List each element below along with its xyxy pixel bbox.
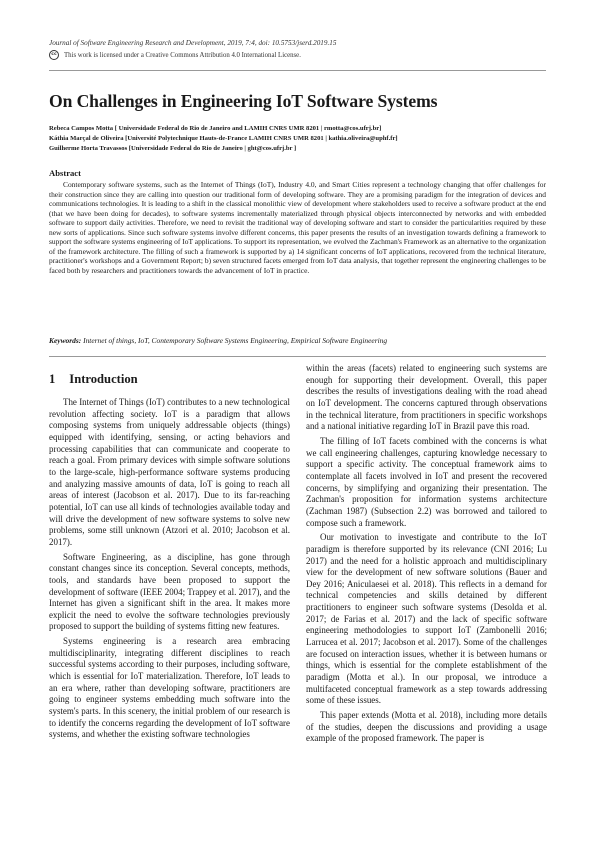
body-paragraph: The filling of IoT facets combined with the concerns is what we call engineering challenges, capturing knowledge necessary to support a specific activity. The conceptual framework aims to contemplate all facets involved in IoT and present the recovered concerns, by simplifying and organizing their presentation. The Zachman's proposition for information systems architecture (Zachman 1987) (Subsection 2.2) was borrowed and tailored to compose such a framework. bbox=[306, 435, 547, 528]
right-column bbox=[306, 363, 547, 748]
section-number: 1 bbox=[49, 372, 56, 386]
keywords-label: Keywords: bbox=[49, 336, 82, 345]
body-paragraph: Our motivation to investigate and contribute to the IoT paradigm is therefore supported by its relevance (CNI 2016; Lu 2017) and the need for a holistic approach and multidisciplinary view for the development of new software solutions (Bauer and Dey 2016; Aniculaesei et al. 2018). This reflects in a demand for technical competencies and skills detained by different practitioners to engineer such software systems (Desolda et al. 2017; de Farias et al. 2017) and the lack of specific software engineering methodologies to support IoT (Zambonelli 2016; Larrucea et al. 2017; Jacobson et al. 2017). Some of the challenges are focused on interaction issues, whether it is between humans or things, which is essential for the complete establishment of the paradigm (Motta et al.). In our proposal, we introduce a multifaceted conceptual framework as a step towards addressing some of these issues. bbox=[306, 532, 547, 706]
author-line: Rebeca Campos Motta [ Universidade Federal do Rio de Janeiro and LAMIH CNRS UMR 8201 | rmotta@cos.ufrj.br] bbox=[49, 125, 382, 132]
keywords-line bbox=[49, 336, 546, 345]
author-line: Guilherme Horta Travassos [Universidade Federal do Rio de Janeiro | ght@cos.ufrj.br ] bbox=[49, 145, 297, 153]
keywords-text: Internet of things, IoT, Contemporary Software Systems Engineering, Empirical Software Engineering bbox=[83, 336, 388, 345]
body-paragraph: This paper extends (Motta et al. 2018), including more details of the studies, deepen the discussions and providing a usage example of the proposed framework. The paper is bbox=[306, 710, 547, 744]
abstract-divider bbox=[49, 356, 546, 357]
journal-citation: Journal of Software Engineering Research and Development, 2019, 7:4, doi: 10.5753/jserd.2019.15 bbox=[49, 39, 337, 47]
license-line bbox=[49, 50, 549, 60]
paper-title: On Challenges in Engineering IoT Software Systems bbox=[49, 91, 438, 111]
body-paragraph: Systems engineering is a research area embracing multidisciplinarity, integrating different disciplines to reach successful systems according to their purposes, including software, which is essential for IoT materialization. Therefore, IoT leads to an era where, rather than developing software, practitioners are going to engineer systems embedding much software into the system's parts. In this scenery, the initial problem of our research is to identify the concerns regarding the development of IoT software systems, and whether the existing software technologies bbox=[49, 636, 290, 740]
left-column bbox=[49, 397, 290, 744]
license-text[interactable]: This work is licensed under a Creative Commons Attribution 4.0 International License. bbox=[64, 51, 301, 59]
body-paragraph: The Internet of Things (IoT) contributes to a new technological revolution affecting society. IoT is a paradigm that allows composing systems from uniquely addressable objects (things) equipped with identifying, sensing, or acting behaviors and processing capabilities that can communicate and cooperate to reach a goal. From primary devices with simple software solutions to the large-scale, high-performance software systems producing and analyzing massive amounts of data, IoT is going to reach all areas of interest (Jacobson et al. 2017). Due to its far-reaching potential, IoT can use all kinds of technologies available today and will drive the development of new software systems to solve new problems, some still unknown (Atzori et al. 2010; Jacobson et al. 2017). bbox=[49, 397, 290, 547]
body-paragraph: within the areas (facets) related to engineering such systems are enough for supporting their development. Overall, this paper describes the results of investigations dealing with the road ahead on IoT development. The concerns captured through observations in the technical literature, from practitioners in specific workshops and a national initiative regarding IoT in Brazil pave this road. bbox=[306, 363, 547, 432]
creative-commons-icon: cc bbox=[49, 50, 59, 60]
section-title: Introduction bbox=[69, 372, 138, 386]
abstract-text: Contemporary software systems, such as the Internet of Things (IoT), Industry 4.0, and Smart Cities represent a technology changing that offer challenges for their construction since they are calling into question our traditional form of developing software. They are a promising paradigm for the integration of devices and communications technologies. It is leading to a shift in the classical monolithic view of development where stakeholders used to receive a software product at the end (that we have been doing for decades), to software systems incrementally materialized through physical objects interconnected by networks and with embedded software to support daily activities. Therefore, we need to revisit the traditional way of developing software and start to consider the particularities required by these new sorts of applications. Since such software systems involve different concerns, this paper presents the results of an investigation towards defining a framework to support the software systems engineering of IoT applications. To support its representation, we evolved the Zachman's Framework as an alternative to the organization of the framework architecture. The filling of such a framework is supported by a) 14 significant concerns of IoT applications, recovered from the technical literature, practitioner's workshops and a Government Report; b) seven structured facets emerged from IoT data analysis, that together represent the engineering challenges to be faced both by researchers and practitioners towards the advancement of IoT in practice. bbox=[49, 180, 546, 275]
body-paragraph: Software Engineering, as a discipline, has gone through constant changes since its conception. Several concepts, methods, tools, and standards have been proposed to support the development of software (IEEE 2004; Trappey et al. 2017), and the Internet has given a significant shift in the area. It makes more explicit the need to evolve the software technologies previously proposed to support the building of systems fitting new features. bbox=[49, 551, 290, 632]
abstract-heading: Abstract bbox=[49, 168, 81, 178]
author-list bbox=[49, 124, 549, 155]
section-heading bbox=[49, 372, 138, 387]
header-divider bbox=[49, 70, 546, 71]
author-line: Káthia Marçal de Oliveira [Université Polytechnique Hauts-de-France LAMIH CNRS UMR 8201 | kathia.oliveira@uphf.fr] bbox=[49, 135, 398, 143]
